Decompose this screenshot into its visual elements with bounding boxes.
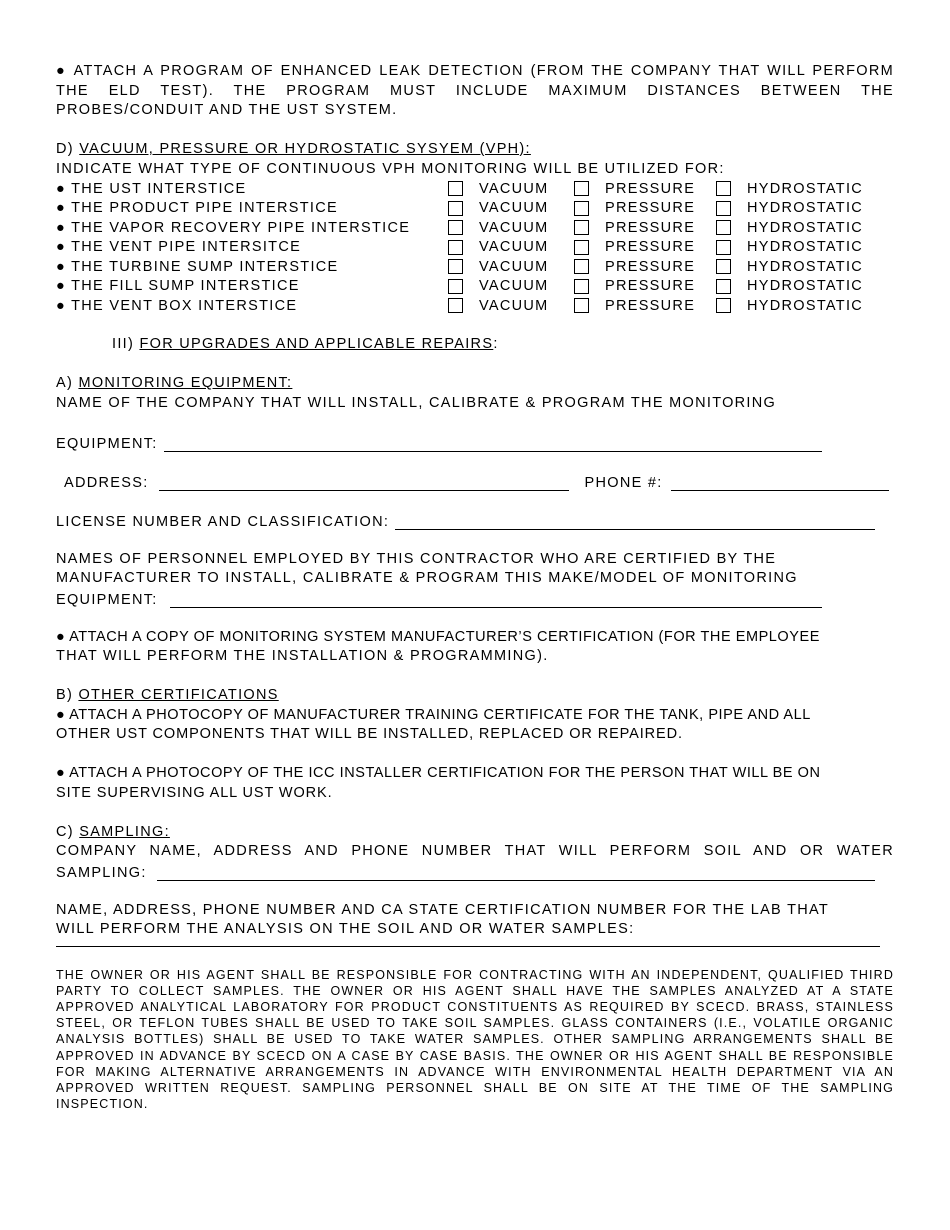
vph-row: ● THE VENT PIPE INTERSITCE VACUUM PRESSURE HYDROSTATIC [56,239,864,256]
hydrostatic-checkbox[interactable] [716,279,731,294]
vph-item-label: ● THE VAPOR RECOVERY PIPE INTERSTICE [56,219,411,236]
section-b-item-2-line-1: ● ATTACH A PHOTOCOPY OF THE ICC INSTALLER CERTIFICATION FOR THE PERSON THAT WILL BE ON [56,765,821,781]
eld-note-line-3: PROBES/CONDUIT AND THE UST SYSTEM. [56,102,398,118]
pressure-checkbox[interactable] [574,240,589,255]
attach-certification-line-1: ● ATTACH A COPY OF MONITORING SYSTEM MANUFACTURER’S CERTIFICATION (FOR THE EMPLOYEE [56,628,820,645]
section-c-company-line: COMPANY NAME, ADDRESS AND PHONE NUMBER THAT WILL PERFORM SOIL AND OR WATER [56,843,894,859]
vph-row: ● THE PRODUCT PIPE INTERSTICE VACUUM PRESSURE HYDROSTATIC [56,200,864,217]
vacuum-checkbox[interactable] [448,279,463,294]
pressure-checkbox[interactable] [574,298,589,313]
vph-row: ● THE VAPOR RECOVERY PIPE INTERSTICE VACUUM PRESSURE HYDROSTATIC [56,219,864,236]
personnel-equipment-field[interactable] [170,593,822,608]
vacuum-checkbox[interactable] [448,298,463,313]
section-a-company-line: NAME OF THE COMPANY THAT WILL INSTALL, CALIBRATE & PROGRAM THE MONITORING [56,394,777,411]
phone-label: PHONE #: [584,475,663,491]
hydrostatic-checkbox[interactable] [716,201,731,216]
license-label: LICENSE NUMBER AND CLASSIFICATION: [56,514,390,530]
address-label: ADDRESS: [64,475,149,491]
vacuum-checkbox[interactable] [448,240,463,255]
vph-item-label: ● THE TURBINE SUMP INTERSTICE [56,258,339,275]
vacuum-checkbox[interactable] [448,259,463,274]
vacuum-checkbox[interactable] [448,181,463,196]
hydrostatic-checkbox[interactable] [716,181,731,196]
vph-item-label: ● THE FILL SUMP INTERSTICE [56,278,300,295]
vph-item-label: ● THE PRODUCT PIPE INTERSTICE [56,200,338,217]
personnel-line-1: NAMES OF PERSONNEL EMPLOYED BY THIS CONTRACTOR WHO ARE CERTIFIED BY THE [56,550,777,567]
section-iii-heading: III) FOR UPGRADES AND APPLICABLE REPAIRS: [112,336,499,352]
section-b-heading: B) OTHER CERTIFICATIONS [56,687,279,703]
personnel-equipment-row [56,589,894,609]
eld-note-line-1: ● ATTACH A PROGRAM OF ENHANCED LEAK DETECTION (FROM THE COMPANY THAT WILL PERFORM [56,63,895,79]
section-b-item-2-line-2: SITE SUPERVISING ALL UST WORK. [56,784,333,801]
vacuum-checkbox[interactable] [448,220,463,235]
hydrostatic-checkbox[interactable] [716,259,731,274]
section-c-heading: C) SAMPLING: [56,823,170,840]
eld-note-line-2: THE ELD TEST). THE PROGRAM MUST INCLUDE MAXIMUM DISTANCES BETWEEN THE [56,82,894,99]
vph-item-label: ● THE VENT PIPE INTERSITCE [56,239,302,256]
equipment-field[interactable] [164,437,822,452]
vph-item-label: ● THE VENT BOX INTERSTICE [56,297,298,314]
bullet: ● [56,63,68,79]
hydrostatic-checkbox[interactable] [716,298,731,313]
license-row [56,511,894,531]
pressure-checkbox[interactable] [574,259,589,274]
section-d-instruction: INDICATE WHAT TYPE OF CONTINUOUS VPH MONITORING WILL BE UTILIZED FOR: [56,160,725,177]
pressure-checkbox[interactable] [574,181,589,196]
address-field[interactable] [159,476,569,491]
vph-row: ● THE VENT BOX INTERSTICE VACUUM PRESSURE HYDROSTATIC [56,297,864,314]
footer-paragraph: THE OWNER OR HIS AGENT SHALL BE RESPONSIBLE FOR CONTRACTING WITH AN INDEPENDENT, QUALIFIED THIRD PARTY TO COLLECT SAMPLES. THE OWNER OR HIS AGENT SHALL HAVE THE SAMPLES ANALYZED AT A STATE APPROVED ANALYTICAL LABORATORY FOR PRODUCT CONSTITUENTS AS REQUIRED BY SCECD. BRASS, STAINLESS STEEL, OR TEFLON TUBES SHALL BE USED TO TAKE SOIL SAMPLES. GLASS CONTAINERS (I.E., VOLATILE ORGANIC ANALYSIS BOTTLES) SHALL BE USED TO TAKE WATER SAMPLES. OTHER SAMPLING ARRANGEMENTS SHALL BE APPROVED IN ADVANCE BY SCECD ON A CASE BY CASE BASIS. THE OWNER OR HIS AGENT SHALL BE RESPONSIBLE FOR MAKING ALTERNATIVE ARRANGEMENTS IN ADVANCE WITH ENVIRONMENTAL HEALTH DEPARTMENT VIA AN APPROVED WRITTEN REQUEST. SAMPLING PERSONNEL SHALL BE ON SITE AT THE TIME OF THE SAMPLING INSPECTION. [56,967,894,1112]
personnel-equipment-label: EQUIPMENT: [56,592,158,608]
license-field[interactable] [395,515,875,530]
sampling-field[interactable] [157,866,875,881]
section-d-heading: D) VACUUM, PRESSURE OR HYDROSTATIC SYSYEM (VPH): [56,141,531,157]
section-b-item-1-line-1: ● ATTACH A PHOTOCOPY OF MANUFACTURER TRAINING CERTIFICATE FOR THE TANK, PIPE AND ALL [56,706,811,723]
section-b-item-1-line-2: OTHER UST COMPONENTS THAT WILL BE INSTALLED, REPLACED OR REPAIRED. [56,726,683,742]
pressure-checkbox[interactable] [574,220,589,235]
pressure-checkbox[interactable] [574,201,589,216]
equipment-row [56,433,894,453]
address-row [56,472,894,492]
lab-line-2: WILL PERFORM THE ANALYSIS ON THE SOIL AND OR WATER SAMPLES: [56,921,635,937]
attach-certification-line-2: THAT WILL PERFORM THE INSTALLATION & PROGRAMMING). [56,648,549,664]
pressure-checkbox[interactable] [574,279,589,294]
form-page [56,62,894,1112]
sampling-row [56,862,894,882]
equipment-label: EQUIPMENT: [56,436,158,452]
hydrostatic-checkbox[interactable] [716,240,731,255]
vacuum-checkbox[interactable] [448,201,463,216]
vph-row: ● THE FILL SUMP INTERSTICE VACUUM PRESSURE HYDROSTATIC [56,278,864,295]
vph-row: ● THE UST INTERSTICE VACUUM PRESSURE HYDROSTATIC [56,180,864,197]
personnel-line-2: MANUFACTURER TO INSTALL, CALIBRATE & PROGRAM THIS MAKE/MODEL OF MONITORING [56,570,798,586]
sampling-label: SAMPLING: [56,865,147,881]
lab-line-1: NAME, ADDRESS, PHONE NUMBER AND CA STATE CERTIFICATION NUMBER FOR THE LAB THAT [56,901,830,918]
vph-checklist [56,179,894,316]
vph-row: ● THE TURBINE SUMP INTERSTICE VACUUM PRESSURE HYDROSTATIC [56,258,864,275]
phone-field[interactable] [671,476,889,491]
vph-item-label: ● THE UST INTERSTICE [56,180,247,197]
hydrostatic-checkbox[interactable] [716,220,731,235]
section-a-heading: A) MONITORING EQUIPMENT: [56,375,293,391]
